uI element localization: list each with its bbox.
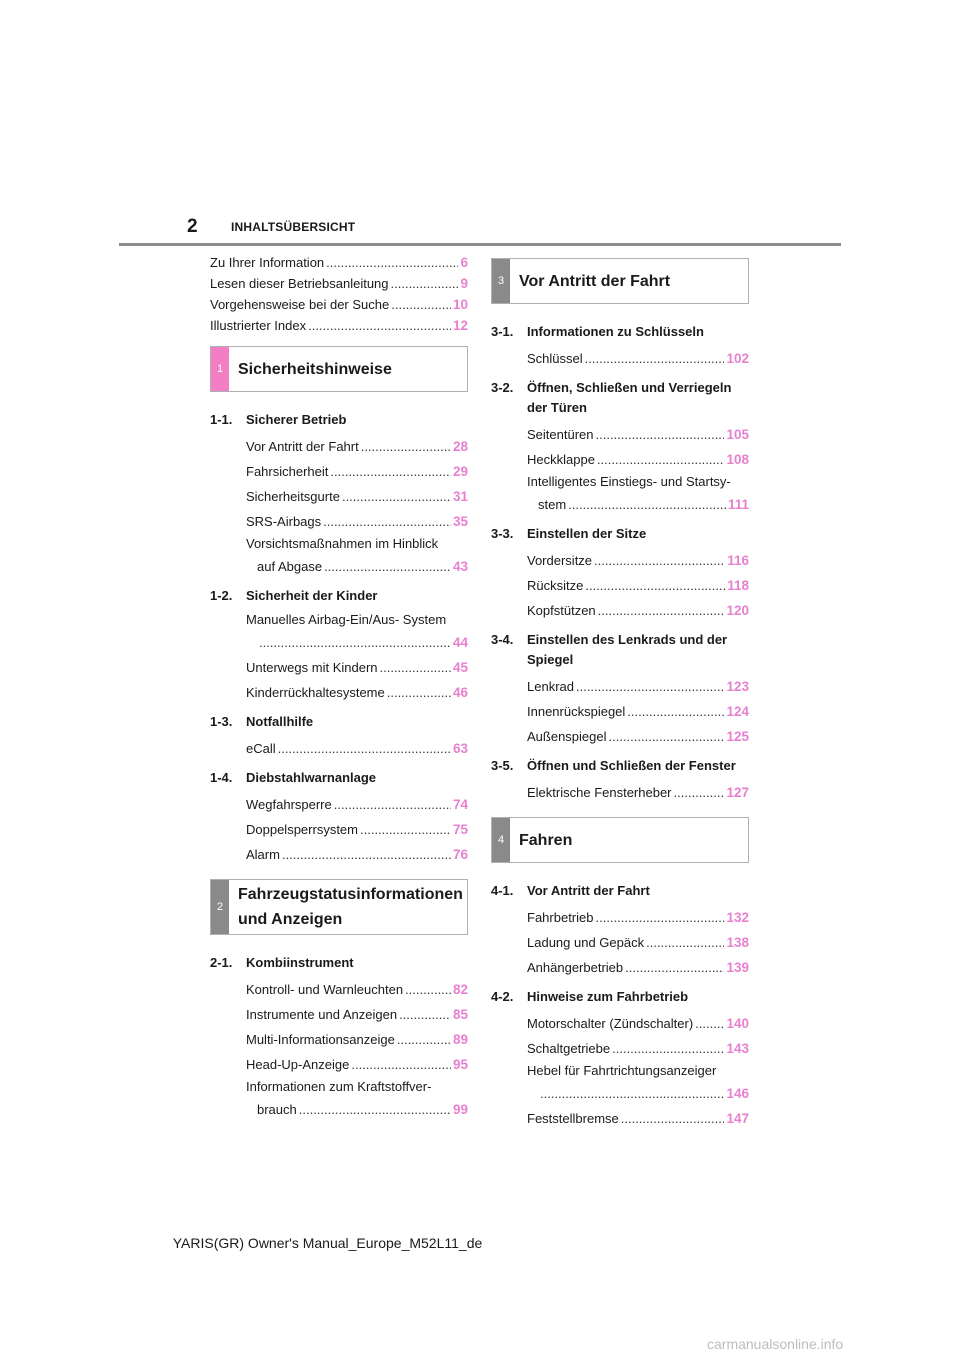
toc-entry[interactable]: Vorgehensweise bei der Suche ..... 10 <box>210 294 468 315</box>
running-title: INHALTSÜBERSICHT <box>231 220 356 234</box>
toc-entry[interactable]: Wegfahrsperre ..... 74 <box>210 792 468 817</box>
page-link[interactable]: 89 <box>452 1032 468 1047</box>
page-link[interactable]: 31 <box>452 489 468 504</box>
toc-entry[interactable]: Alarm ..... 76 <box>210 842 468 867</box>
page-link[interactable]: 95 <box>452 1057 468 1072</box>
chapter-heading: 3-4. Einstellen des Lenkrads und der Spiegel <box>491 632 728 667</box>
toc-entry[interactable]: brauch ..... 99 <box>210 1097 468 1122</box>
page-link[interactable]: 120 <box>726 603 749 618</box>
toc-entry[interactable]: Illustrierter Index ..... 12 <box>210 315 468 336</box>
toc-left-column <box>210 252 468 1122</box>
section-tab: 3 <box>492 259 510 303</box>
toc-entry[interactable]: Lesen dieser Betriebsanleitung ..... 9 <box>210 273 468 294</box>
toc-entry[interactable]: Außenspiegel ..... 125 <box>491 724 749 749</box>
page-link[interactable]: 105 <box>726 427 749 442</box>
page-link[interactable]: 127 <box>726 785 749 800</box>
toc-entry[interactable]: Kontroll- und Warnleuchten ..... 82 <box>210 977 468 1002</box>
page-link[interactable]: 123 <box>726 679 749 694</box>
toc-entry-line1: Hebel für Fahrtrichtungsanzeiger <box>527 1063 717 1078</box>
toc-entry-line1: Informationen zum Kraftstoffver- <box>246 1079 432 1094</box>
page-link[interactable]: 43 <box>452 559 468 574</box>
section-title: Sicherheitshinweise <box>238 360 392 378</box>
toc-entry[interactable]: Head-Up-Anzeige ..... 95 <box>210 1052 468 1077</box>
chapter-heading: 1-3. Notfallhilfe <box>210 714 314 729</box>
page-link[interactable]: 6 <box>460 255 468 270</box>
toc-entry[interactable]: Ladung und Gepäck ..... 138 <box>491 930 749 955</box>
page-link[interactable]: 147 <box>726 1111 749 1126</box>
page-link[interactable]: 45 <box>452 660 468 675</box>
page-link[interactable]: 108 <box>726 452 749 467</box>
header-rule <box>119 243 841 246</box>
toc-entry[interactable]: Doppelsperrsystem ..... 75 <box>210 817 468 842</box>
toc-right-column <box>491 258 749 1131</box>
chapter-heading: 1-4. Diebstahlwarnanlage <box>210 770 377 785</box>
page-link[interactable]: 132 <box>726 910 749 925</box>
intro-list <box>210 252 468 336</box>
page-link[interactable]: 29 <box>452 464 468 479</box>
section-title: Fahren <box>519 831 573 849</box>
page-link[interactable]: 111 <box>727 497 749 512</box>
toc-entry-line1: Intelligentes Einstiegs- und Startsy- <box>527 474 731 489</box>
page-link[interactable]: 140 <box>726 1016 749 1031</box>
toc-entry[interactable]: Fahrbetrieb ..... 132 <box>491 905 749 930</box>
toc-entry[interactable]: Vor Antritt der Fahrt ..... 28 <box>210 434 468 459</box>
toc-entry[interactable] <box>491 1081 749 1106</box>
toc-entry[interactable]: auf Abgase ..... 43 <box>210 554 468 579</box>
toc-entry-line1: Vorsichtsmaßnahmen im Hinblick <box>246 536 439 551</box>
toc-entry[interactable]: Lenkrad ..... 123 <box>491 674 749 699</box>
toc-entry[interactable]: Anhängerbetrieb ..... 139 <box>491 955 749 980</box>
section-title: Vor Antritt der Fahrt <box>519 272 671 290</box>
toc-entry[interactable]: Elektrische Fensterheber ..... 127 <box>491 780 749 805</box>
page-link[interactable]: 138 <box>726 935 749 950</box>
section-header-3[interactable] <box>491 258 749 304</box>
toc-entry[interactable]: Seitentüren ..... 105 <box>491 422 749 447</box>
toc-entry[interactable]: Feststellbremse ..... 147 <box>491 1106 749 1131</box>
toc-entry[interactable]: Instrumente und Anzeigen ..... 85 <box>210 1002 468 1027</box>
page-link[interactable]: 116 <box>727 553 749 568</box>
toc-entry[interactable]: SRS-Airbags ..... 35 <box>210 509 468 534</box>
watermark[interactable]: carmanualsonline.info <box>707 1336 844 1352</box>
toc-entry[interactable]: Innenrückspiegel ..... 124 <box>491 699 749 724</box>
chapter-heading: 1-1. Sicherer Betrieb <box>210 412 347 427</box>
toc-entry[interactable]: Vordersitze ..... 116 <box>491 548 749 573</box>
page-link[interactable]: 102 <box>726 351 749 366</box>
toc-entry[interactable]: stem ..... 111 <box>491 492 749 517</box>
page-link[interactable]: 9 <box>460 276 468 291</box>
toc-entry[interactable]: Zu Ihrer Information ..... 6 <box>210 252 468 273</box>
toc-entry[interactable]: Schaltgetriebe ..... 143 <box>491 1036 749 1061</box>
section-tab: 4 <box>492 818 510 862</box>
page-link[interactable]: 28 <box>452 439 468 454</box>
toc-entry[interactable] <box>210 630 468 655</box>
page-link[interactable]: 85 <box>452 1007 468 1022</box>
page-link[interactable]: 35 <box>452 514 468 529</box>
page-link[interactable]: 76 <box>452 847 468 862</box>
page-link[interactable]: 118 <box>727 578 749 593</box>
page-link[interactable]: 124 <box>726 704 749 719</box>
toc-entry-line1: Manuelles Airbag-Ein/Aus- System <box>246 612 447 627</box>
page-link[interactable]: 12 <box>452 318 468 333</box>
section-header-4[interactable] <box>491 817 749 863</box>
toc-entry[interactable]: Rücksitze ..... 118 <box>491 573 749 598</box>
toc-entry[interactable]: Sicherheitsgurte ..... 31 <box>210 484 468 509</box>
toc-entry[interactable]: Unterwegs mit Kindern ..... 45 <box>210 655 468 680</box>
footer-manual-id: YARIS(GR) Owner's Manual_Europe_M52L11_de <box>172 1235 483 1251</box>
section-header-1[interactable] <box>210 346 468 392</box>
toc-entry[interactable]: Multi-Informationsanzeige ..... 89 <box>210 1027 468 1052</box>
chapter-heading: 3-1. Informationen zu Schlüsseln <box>491 324 704 339</box>
toc-entry[interactable]: eCall ..... 63 <box>210 736 468 761</box>
section-tab: 1 <box>211 347 229 391</box>
page-link[interactable]: 10 <box>452 297 468 312</box>
page-link[interactable]: 75 <box>452 822 468 837</box>
page-link[interactable]: 139 <box>726 960 749 975</box>
chapter-heading: 4-2. Hinweise zum Fahrbetrieb <box>491 989 689 1004</box>
toc-entry[interactable]: Heckklappe ..... 108 <box>491 447 749 472</box>
chapter-heading: 2-1. Kombiinstrument <box>210 955 354 970</box>
page-link[interactable]: 146 <box>726 1086 749 1101</box>
section-title: Fahrzeugstatusinformationen und Anzeigen <box>238 886 463 928</box>
section-tab: 2 <box>211 880 229 934</box>
toc-entry[interactable]: Fahrsicherheit ..... 29 <box>210 459 468 484</box>
toc-entry[interactable]: Motorschalter (Zündschalter) ..... 140 <box>491 1011 749 1036</box>
toc-entry[interactable]: Kopfstützen ..... 120 <box>491 598 749 623</box>
toc-entry[interactable]: Schlüssel ..... 102 <box>491 346 749 371</box>
chapter-heading: 1-2. Sicherheit der Kinder <box>210 588 378 603</box>
page-link[interactable]: 99 <box>452 1102 468 1117</box>
page-link[interactable]: 143 <box>726 1041 749 1056</box>
page-link[interactable]: 46 <box>452 685 468 700</box>
page-link[interactable]: 44 <box>452 635 468 650</box>
page-link[interactable]: 125 <box>726 729 749 744</box>
toc-entry[interactable]: Kinderrückhaltesysteme ..... 46 <box>210 680 468 705</box>
chapter-heading: 3-3. Einstellen der Sitze <box>491 526 647 541</box>
page-link[interactable]: 74 <box>452 797 468 812</box>
section-header-2[interactable] <box>210 879 468 935</box>
page-link[interactable]: 82 <box>452 982 468 997</box>
chapter-heading: 4-1. Vor Antritt der Fahrt <box>491 883 650 898</box>
page-number: 2 <box>187 216 198 237</box>
chapter-heading: 3-2. Öffnen, Schließen und Verriegeln der Türen <box>491 380 732 415</box>
page-link[interactable]: 63 <box>452 741 468 756</box>
chapter-heading: 3-5. Öffnen und Schließen der Fenster <box>491 758 736 773</box>
